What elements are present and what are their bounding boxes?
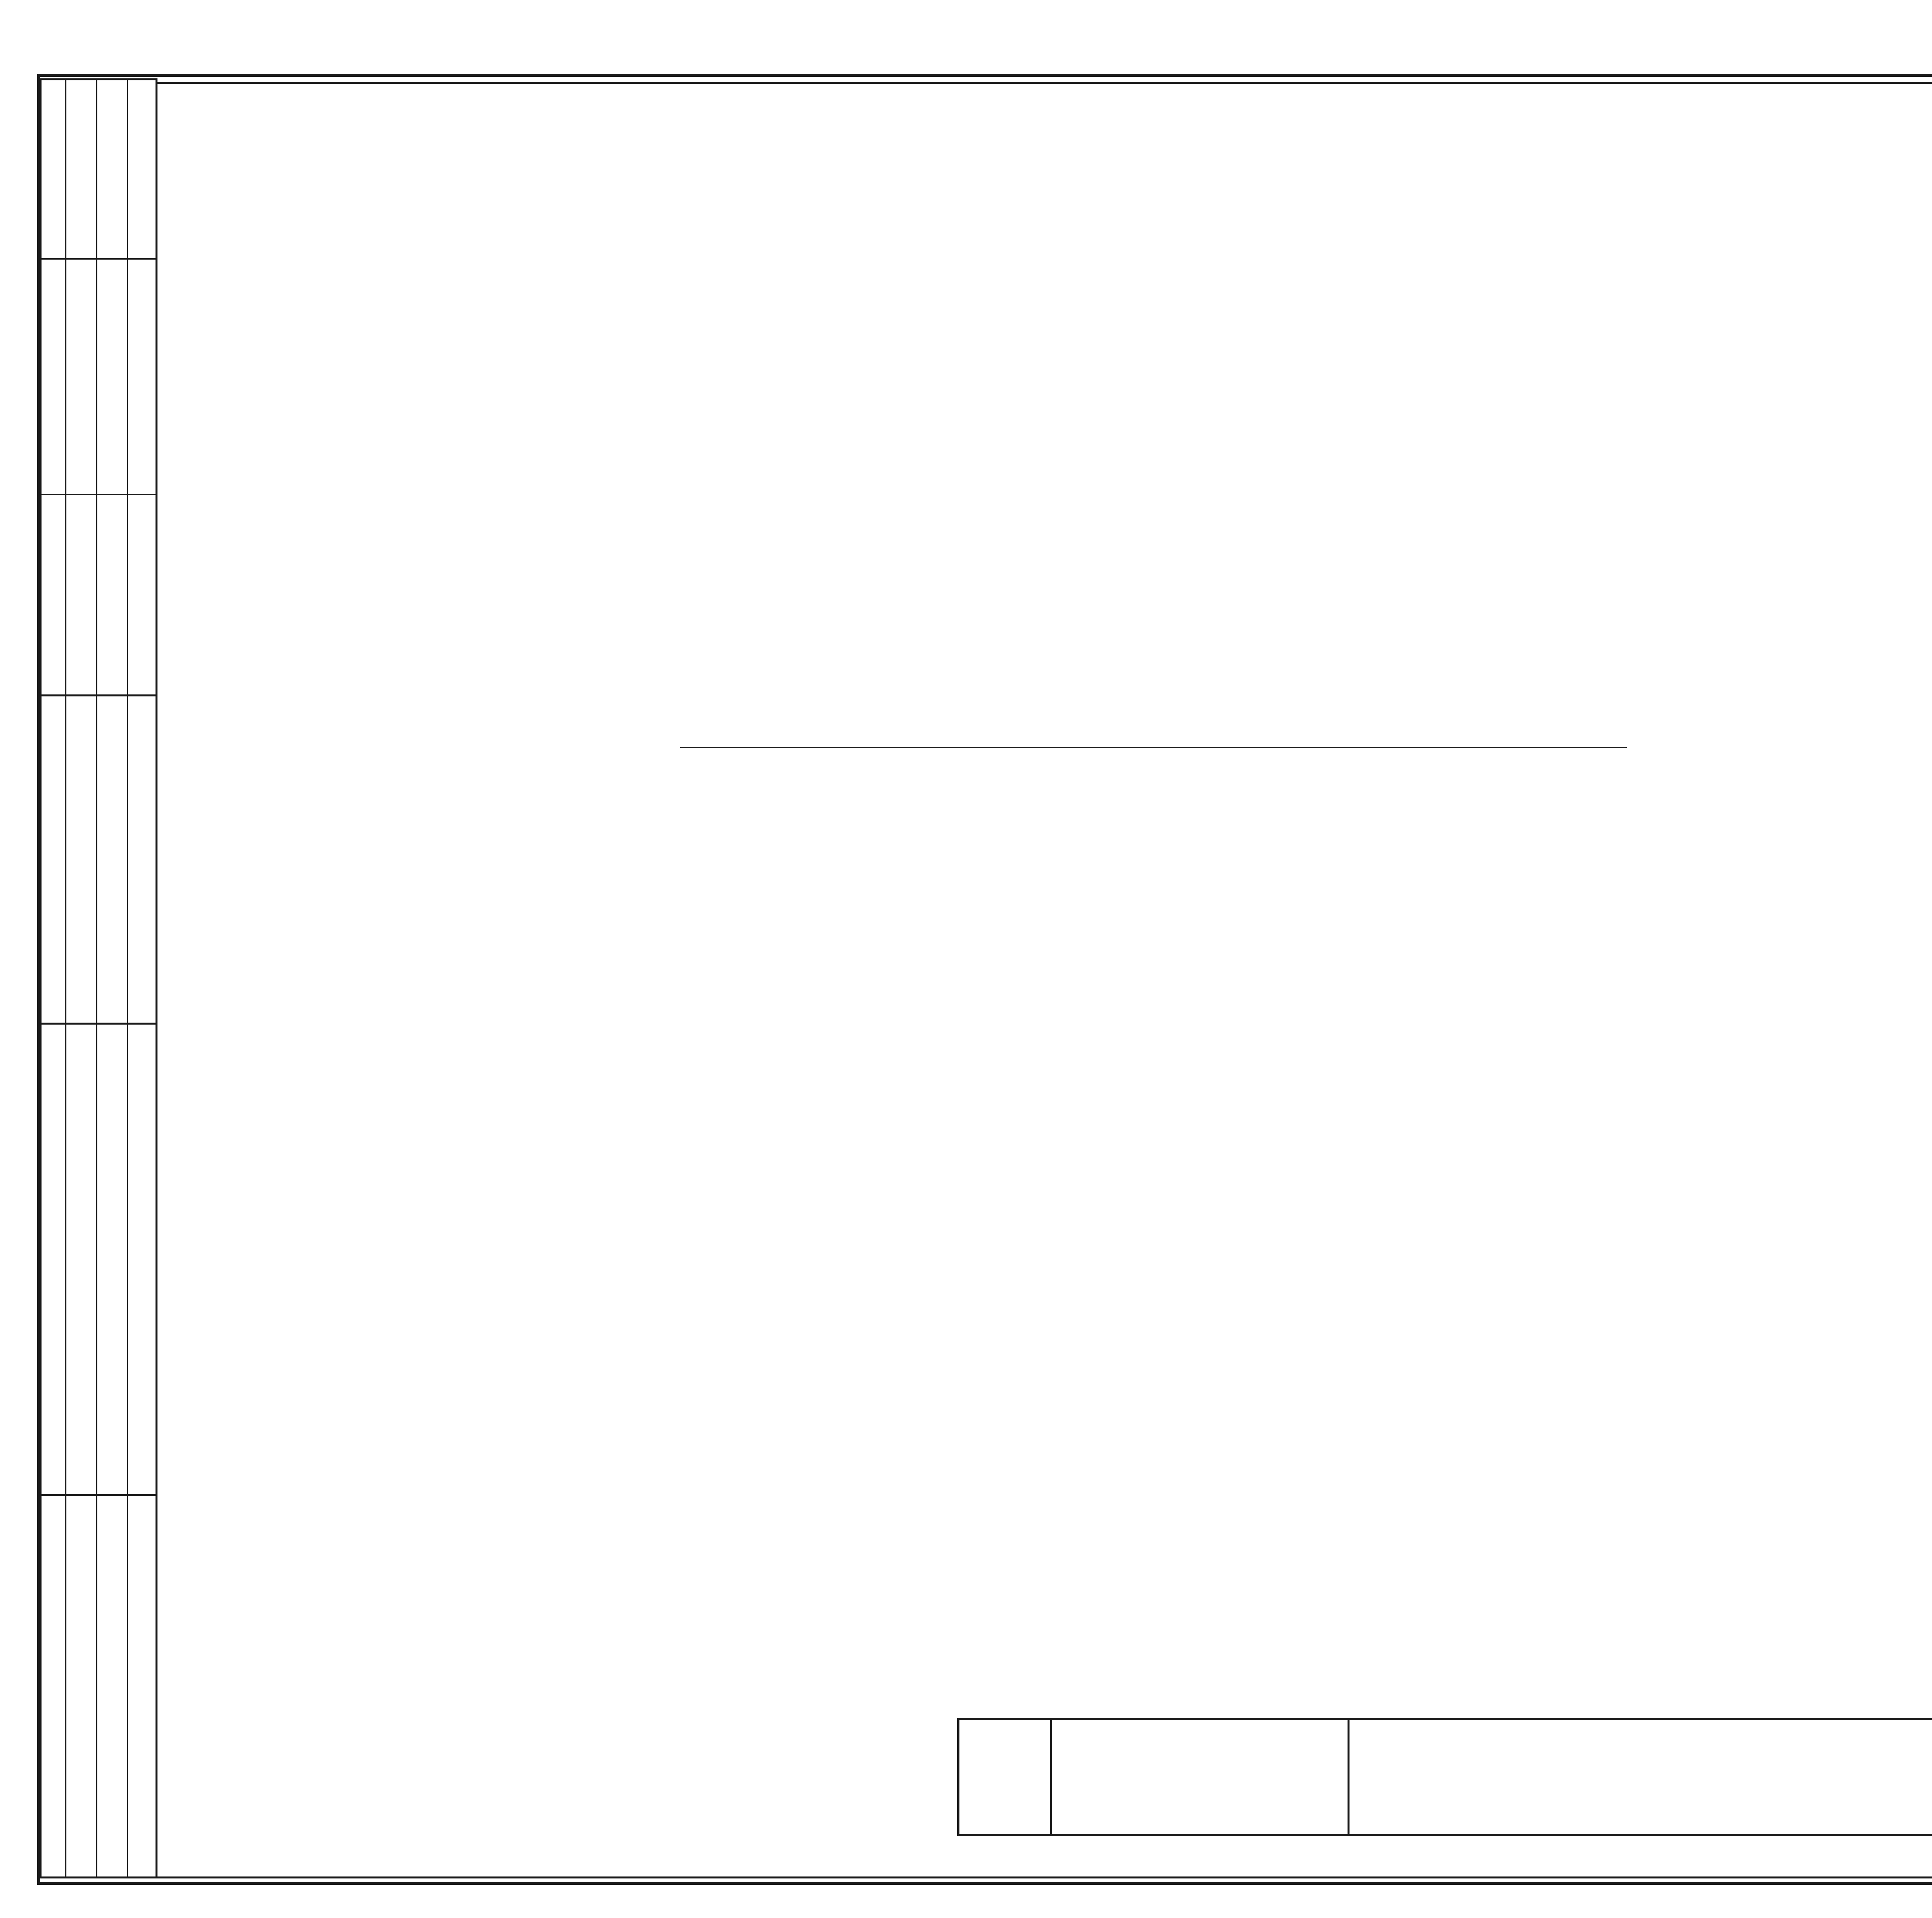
side-stamp <box>41 79 156 1877</box>
outer-frame <box>39 75 1932 1883</box>
inner-frame <box>156 83 1932 1877</box>
title-block <box>958 1719 1932 1856</box>
